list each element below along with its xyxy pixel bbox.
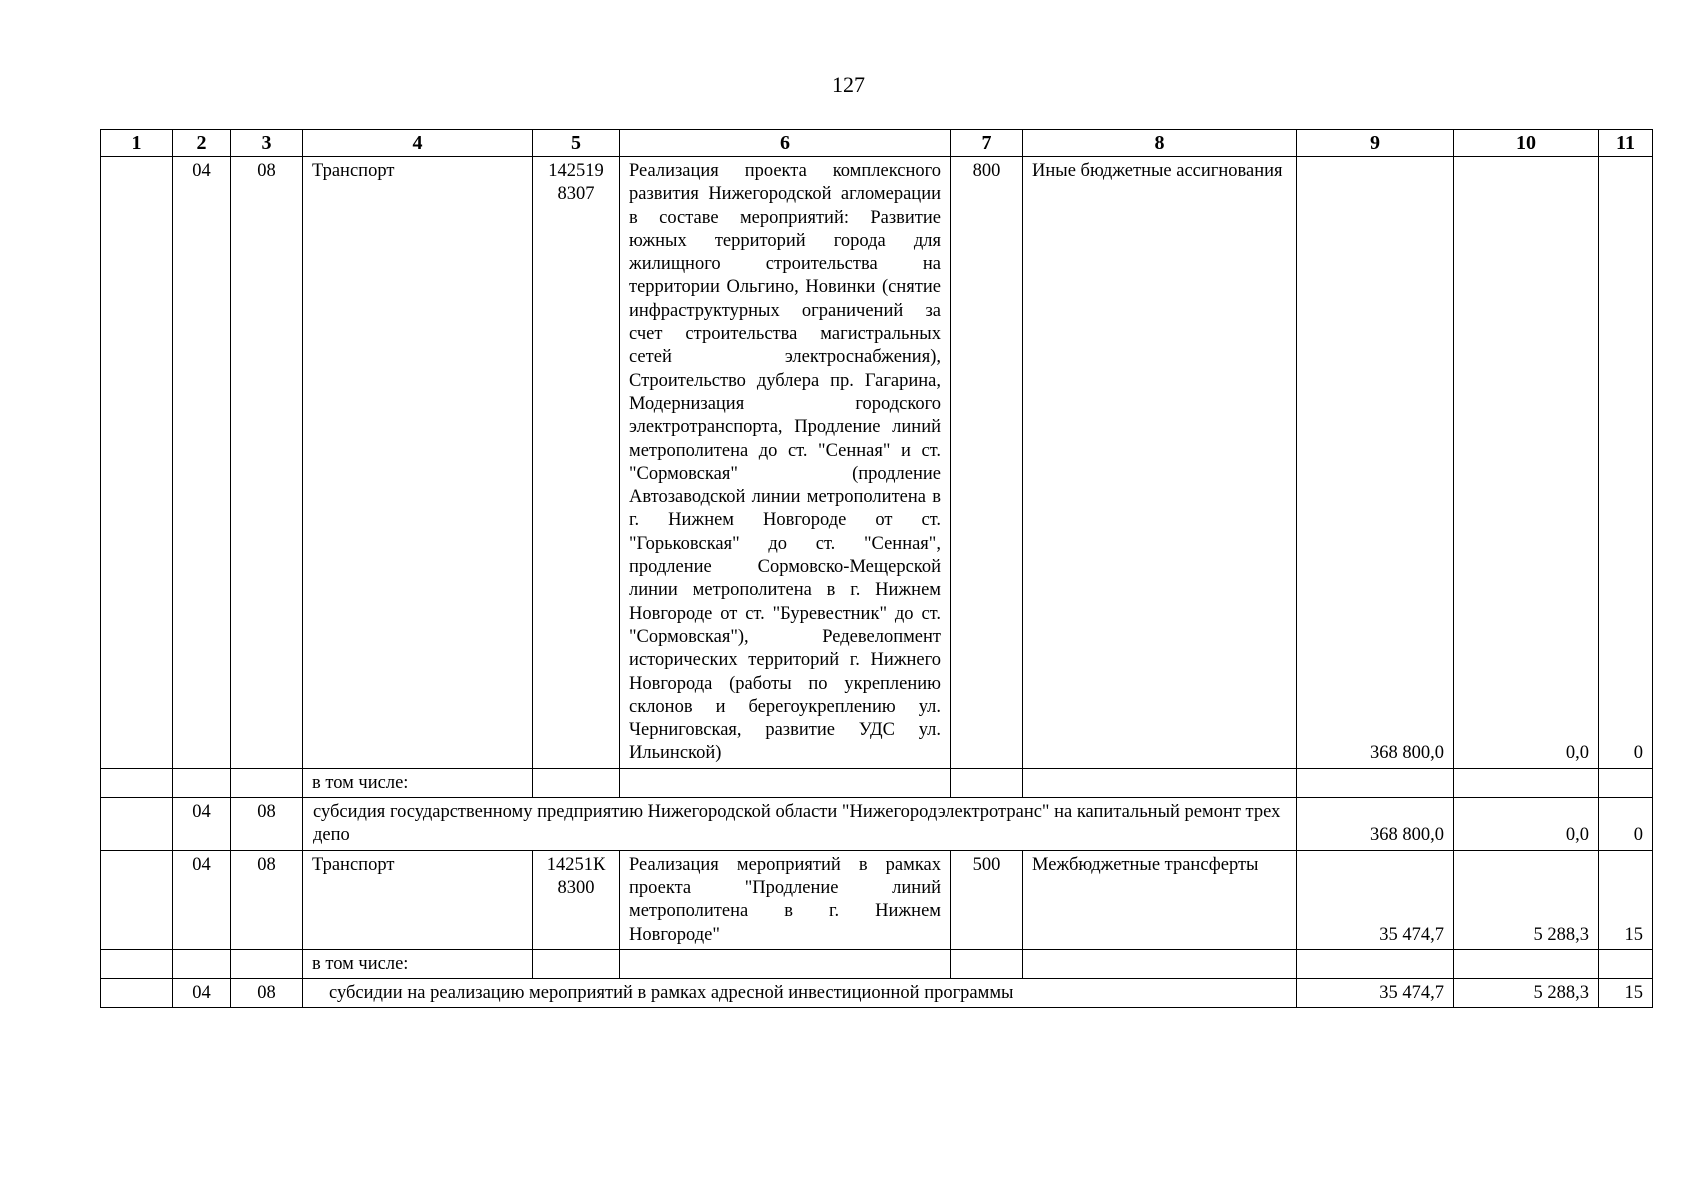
cell-empty (101, 768, 173, 797)
cell-empty (951, 768, 1023, 797)
cell-value-11: 15 (1599, 850, 1653, 949)
cell-empty (620, 949, 951, 978)
cell-subsidy-text: субсидии на реализацию мероприятий в рамках адресной инвестиционной программы (303, 979, 1297, 1008)
cell-empty (1023, 768, 1297, 797)
cell-value-11: 15 (1599, 979, 1653, 1008)
column-header: 2 (173, 130, 231, 157)
cell-description: Реализация проекта комплексного развития Нижегородской агломерации в составе мероприятий: Развитие южных территорий города для жилищного строительства на территории Ольгино, Новинки (снятие инфраструктурных ограничений за счет строительства магистральных сетей электроснабжения), Строительство дублера пр. Гагарина, Модернизация городского электротранспорта, Продление линий метрополитена до ст. "Сенная" и ст. "Сормовская" (продление Автозаводской линии метрополитена в г. Нижнем Новгороде от ст. "Горьковская" до ст. "Сенная", продление Сормовско-Мещерской линии метрополитена в г. Нижнем Новгороде от ст. "Буревестник" до ст. "Сормовская"), Редевелопмент исторических территорий г. Нижнего Новгорода (работы по укреплению склонов и берегоукреплению ул. Черниговская, развитие УДС ул. Ильинской) (620, 157, 951, 769)
cell-value-10: 0,0 (1454, 157, 1599, 769)
cell-empty (533, 949, 620, 978)
cell-section: 04 (173, 798, 231, 851)
code-line-2: 8307 (557, 184, 595, 205)
cell-type-code: 800 (951, 157, 1023, 769)
cell-value-10: 0,0 (1454, 798, 1599, 851)
cell-including-label: в том числе: (303, 768, 533, 797)
cell-value-9: 368 800,0 (1297, 157, 1454, 769)
column-header: 10 (1454, 130, 1599, 157)
column-header: 7 (951, 130, 1023, 157)
cell-empty (173, 949, 231, 978)
cell-value-10: 5 288,3 (1454, 850, 1599, 949)
cell-empty (101, 157, 173, 769)
cell-empty (101, 798, 173, 851)
cell-empty (1599, 768, 1653, 797)
column-header: 6 (620, 130, 951, 157)
table-row (101, 798, 1653, 851)
column-header: 4 (303, 130, 533, 157)
cell-section: 04 (173, 850, 231, 949)
cell-empty (533, 768, 620, 797)
cell-empty (1023, 949, 1297, 978)
cell-subsection: 08 (231, 157, 303, 769)
budget-table (100, 129, 1653, 1008)
cell-subsection: 08 (231, 798, 303, 851)
cell-empty (101, 850, 173, 949)
table-row (101, 850, 1653, 949)
cell-value-11: 0 (1599, 798, 1653, 851)
column-header: 3 (231, 130, 303, 157)
cell-empty (1297, 768, 1454, 797)
table-row (101, 157, 1653, 769)
code-line-1: 142519 (548, 161, 604, 181)
cell-empty (1454, 768, 1599, 797)
cell-including-label: в том числе: (303, 949, 533, 978)
cell-type-code: 500 (951, 850, 1023, 949)
cell-subsidy-text: субсидия государственному предприятию Нижегородской области "Нижегородэлектротранс" на капитальный ремонт трех депо (303, 798, 1297, 851)
cell-type-name: Межбюджетные трансферты (1023, 850, 1297, 949)
cell-name: Транспорт (303, 157, 533, 769)
cell-name: Транспорт (303, 850, 533, 949)
cell-subsection: 08 (231, 979, 303, 1008)
cell-type-name: Иные бюджетные ассигнования (1023, 157, 1297, 769)
cell-description: Реализация мероприятий в рамках проекта "Продление линий метрополитена в г. Нижнем Новгороде" (620, 850, 951, 949)
column-header: 5 (533, 130, 620, 157)
table-row (101, 949, 1653, 978)
cell-empty (173, 768, 231, 797)
table-row (101, 979, 1653, 1008)
cell-empty (1454, 949, 1599, 978)
cell-empty (231, 949, 303, 978)
cell-empty (951, 949, 1023, 978)
cell-code (533, 157, 620, 769)
column-header: 9 (1297, 130, 1454, 157)
cell-empty (101, 979, 173, 1008)
cell-empty (1297, 949, 1454, 978)
column-header: 8 (1023, 130, 1297, 157)
cell-section: 04 (173, 979, 231, 1008)
column-header: 11 (1599, 130, 1653, 157)
cell-empty (1599, 949, 1653, 978)
cell-value-9: 35 474,7 (1297, 979, 1454, 1008)
column-header: 1 (101, 130, 173, 157)
cell-code (533, 850, 620, 949)
cell-empty (101, 949, 173, 978)
code-line-1: 14251К (546, 854, 606, 875)
cell-empty (620, 768, 951, 797)
code-line-2: 8300 (557, 877, 595, 898)
cell-value-10: 5 288,3 (1454, 979, 1599, 1008)
cell-section: 04 (173, 157, 231, 769)
cell-empty (231, 768, 303, 797)
cell-value-9: 368 800,0 (1297, 798, 1454, 851)
header-row (101, 130, 1653, 157)
cell-value-11: 0 (1599, 157, 1653, 769)
table-row (101, 768, 1653, 797)
cell-value-9: 35 474,7 (1297, 850, 1454, 949)
cell-subsection: 08 (231, 850, 303, 949)
page-number: 127 (832, 72, 865, 97)
